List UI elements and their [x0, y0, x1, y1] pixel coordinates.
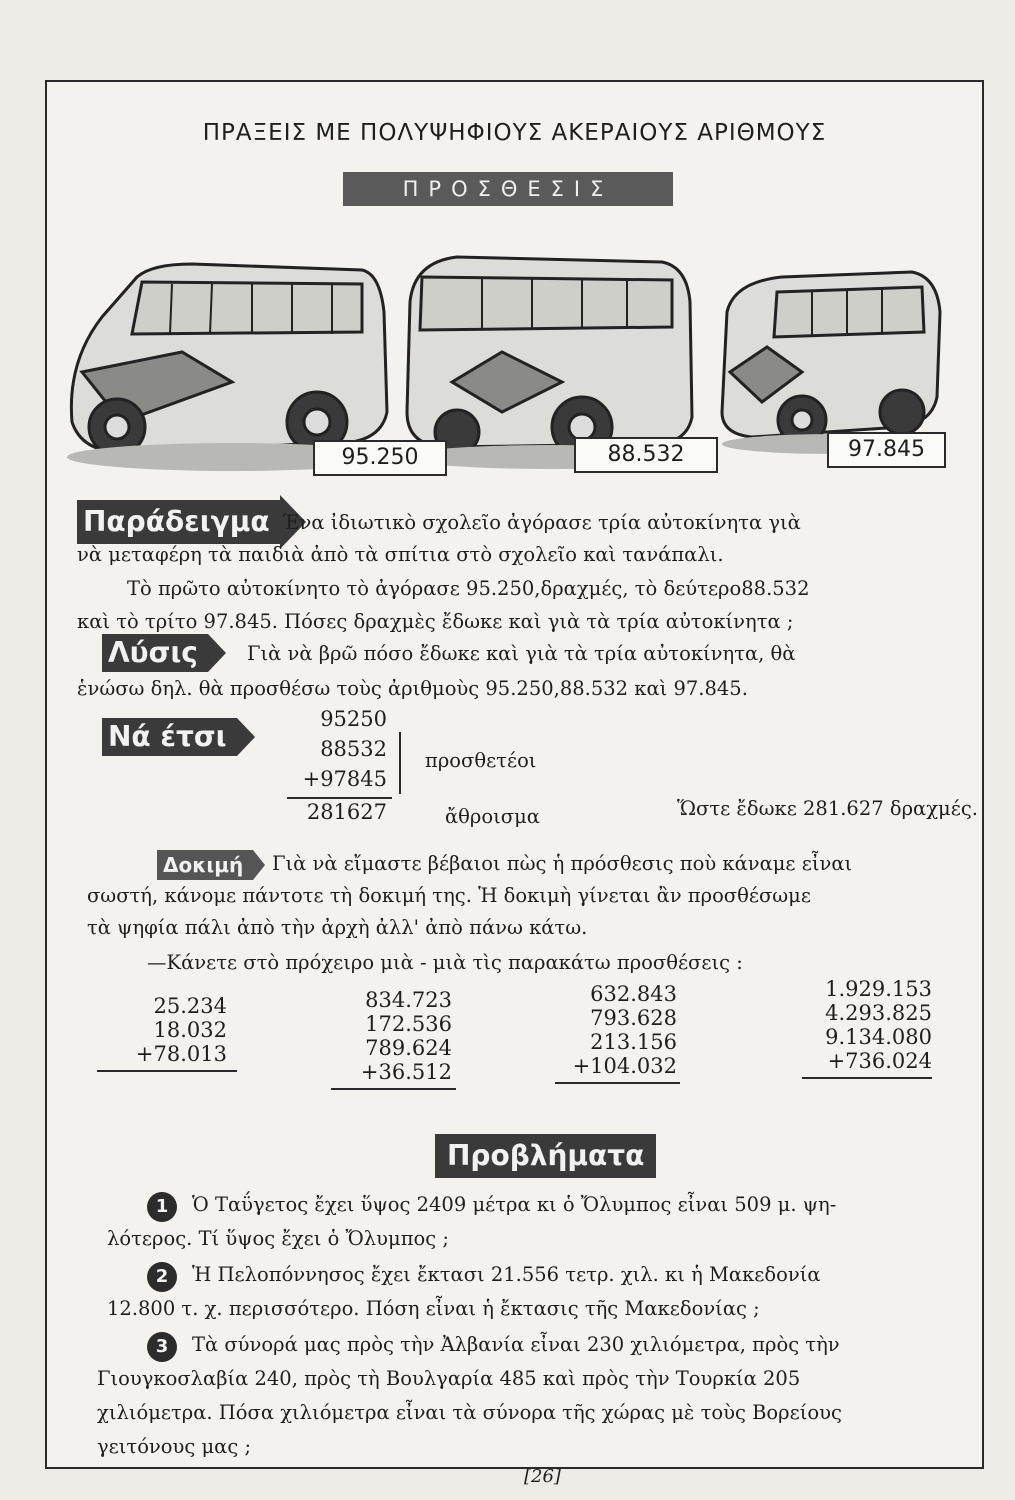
check-line-1: Γιὰ νὰ εἴμαστε βέβαιοι πὼς ἡ πρόσθεσις ποὺ κάναμε εἶναι: [272, 852, 853, 875]
sum-total: 281627: [306, 800, 387, 824]
addends-bracket: [399, 732, 413, 794]
problem-2-line-2: 12.800 τ. χ. περισσότερο. Πόση εἶναι ἡ ἔκτασις τῆς Μακεδονίας ;: [107, 1297, 760, 1320]
exercise-3: [557, 982, 677, 1084]
exercise-number: +36.512: [360, 1060, 452, 1084]
problem-1-line-1: Ὁ Ταΰγετος ἔχει ὕψος 2409 μέτρα κι ὁ Ὄλυμπος εἶναι 509 μ. ψη-: [192, 1193, 837, 1216]
example-line-2: νὰ μεταφέρη τὰ παιδιὰ ἀπὸ τὰ σπίτια στὸ σχολεῖο καὶ τανάπαλι.: [77, 543, 724, 566]
problem-2-line-1: Ἡ Πελοπόννησος ἔχει ἔκτασι 21.556 τετρ. χιλ. κι ἡ Μακεδονία: [192, 1263, 821, 1286]
price-box-3: 97.845: [827, 432, 946, 468]
exercise-number: 4.293.825: [825, 1001, 932, 1025]
exercise-number: 793.628: [590, 1006, 677, 1030]
problem-3-number: 3: [147, 1332, 177, 1362]
section-title: ΠΡΟΣΘΕΣΙΣ: [343, 172, 673, 206]
exercise-number: 834.723: [365, 988, 452, 1012]
exercise-2: [337, 988, 452, 1090]
check-line-2: σωστή, κάνομε πάντοτε τὴ δοκιμή της. Ἡ δοκιμὴ γίνεται ἂν προσθέσωμε: [87, 884, 811, 907]
arrow-icon: [208, 634, 226, 672]
exercise-number: 789.624: [365, 1036, 452, 1060]
exercise-number: 25.234: [153, 994, 227, 1018]
exercise-number: +78.013: [135, 1042, 227, 1066]
example-line-3: Τὸ πρῶτο αὐτοκίνητο τὸ ἀγόρασε 95.250,δραχμές, τὸ δεύτερο88.532: [127, 577, 810, 600]
check-line-4: —Κάνετε στὸ πρόχειρο μιὰ - μιὰ τὶς παρακάτω προσθέσεις :: [147, 951, 743, 974]
thus-tag-label: Νά έτσι: [102, 718, 237, 756]
solution-line-1: Γιὰ νὰ βρῶ πόσο ἔδωκε καὶ γιὰ τὰ τρία αὐτοκίνητα, θὰ: [247, 642, 796, 665]
exercise-number: 18.032: [153, 1018, 227, 1042]
problem-3-line-4: γειτόνους μας ;: [97, 1435, 252, 1458]
sum-label: ἄθροισμα: [445, 805, 540, 828]
exercise-rule: [555, 1082, 680, 1084]
addend-2: 88532: [320, 737, 387, 761]
check-tag: [157, 850, 265, 880]
problems-tag: Προβλήματα: [435, 1134, 656, 1178]
price-box-1: 95.250: [313, 440, 447, 476]
bus-3: [722, 272, 942, 454]
problem-3-line-2: Γιουγκοσλαβία 240, πρὸς τὴ Βουλγαρία 485 καὶ πρὸς τὴν Τουρκία 205: [97, 1367, 801, 1390]
exercise-number: +104.032: [572, 1054, 677, 1078]
addend-3: +97845: [302, 767, 387, 791]
sum-rule: [287, 797, 392, 799]
solution-tag-label: Λύσις: [102, 634, 208, 672]
exercise-number: 9.134.080: [825, 1025, 932, 1049]
example-tag-label: Παράδειγμα: [77, 500, 280, 544]
sum-result: Ὥστε ἔδωκε 281.627 δραχμές.: [677, 797, 978, 820]
problem-1-line-2: λότερος. Τί ὕψος ἔχει ὁ Ὄλυμπος ;: [107, 1227, 449, 1250]
page-title: ΠΡΑΞΕΙΣ ΜΕ ΠΟΛΥΨΗΦΙΟΥΣ ΑΚΕΡΑΙΟΥΣ ΑΡΙΘΜΟΥΣ: [202, 120, 827, 146]
exercise-rule: [802, 1077, 932, 1079]
check-line-3: τὰ ψηφία πάλι ἀπὸ τὴν ἀρχὴ ἀλλ' ἀπὸ πάνω κάτω.: [87, 916, 588, 939]
exercise-4: [802, 977, 932, 1079]
check-tag-label: Δοκιμή: [157, 850, 253, 880]
problem-3-line-3: χιλιόμετρα. Πόσα χιλιόμετρα εἶναι τὰ σύνορα τῆς χώρας μὲ τοὺς Βορείους: [97, 1401, 842, 1424]
exercise-number: 632.843: [590, 982, 677, 1006]
page-number: [26]: [524, 1466, 561, 1487]
addend-1: 95250: [320, 707, 387, 731]
example-line-1: Ένα ἰδιωτικὸ σχολεῖο ἀγόρασε τρία αὐτοκίνητα γιὰ: [282, 511, 801, 534]
arrow-icon: [237, 718, 255, 756]
problem-1-number: 1: [147, 1192, 177, 1222]
example-line-4: καὶ τὸ τρίτο 97.845. Πόσες δραχμὲς ἔδωκε καὶ γιὰ τὰ τρία αὐτοκίνητα ;: [77, 610, 794, 633]
exercise-number: +736.024: [827, 1049, 932, 1073]
exercise-number: 1.929.153: [825, 977, 932, 1001]
exercise-rule: [331, 1088, 456, 1090]
exercise-number: 172.536: [365, 1012, 452, 1036]
problem-3-line-1: Τὰ σύνορά μας πρὸς τὴν Ἀλβανία εἶναι 230 χιλιόμετρα, πρὸς τὴν: [192, 1333, 840, 1356]
addends-label: προσθετέοι: [425, 749, 537, 772]
exercise-1: [107, 994, 227, 1072]
thus-tag: [102, 718, 255, 756]
solution-tag: [102, 634, 226, 672]
solution-line-2: ἑνώσω δηλ. θὰ προσθέσω τοὺς ἀριθμοὺς 95.250,88.532 καὶ 97.845.: [77, 677, 748, 700]
exercise-number: 213.156: [590, 1030, 677, 1054]
page-frame: [45, 80, 984, 1469]
price-box-2: 88.532: [574, 437, 718, 473]
arrow-icon: [253, 850, 265, 880]
exercise-rule: [97, 1070, 237, 1072]
problem-2-number: 2: [147, 1262, 177, 1292]
